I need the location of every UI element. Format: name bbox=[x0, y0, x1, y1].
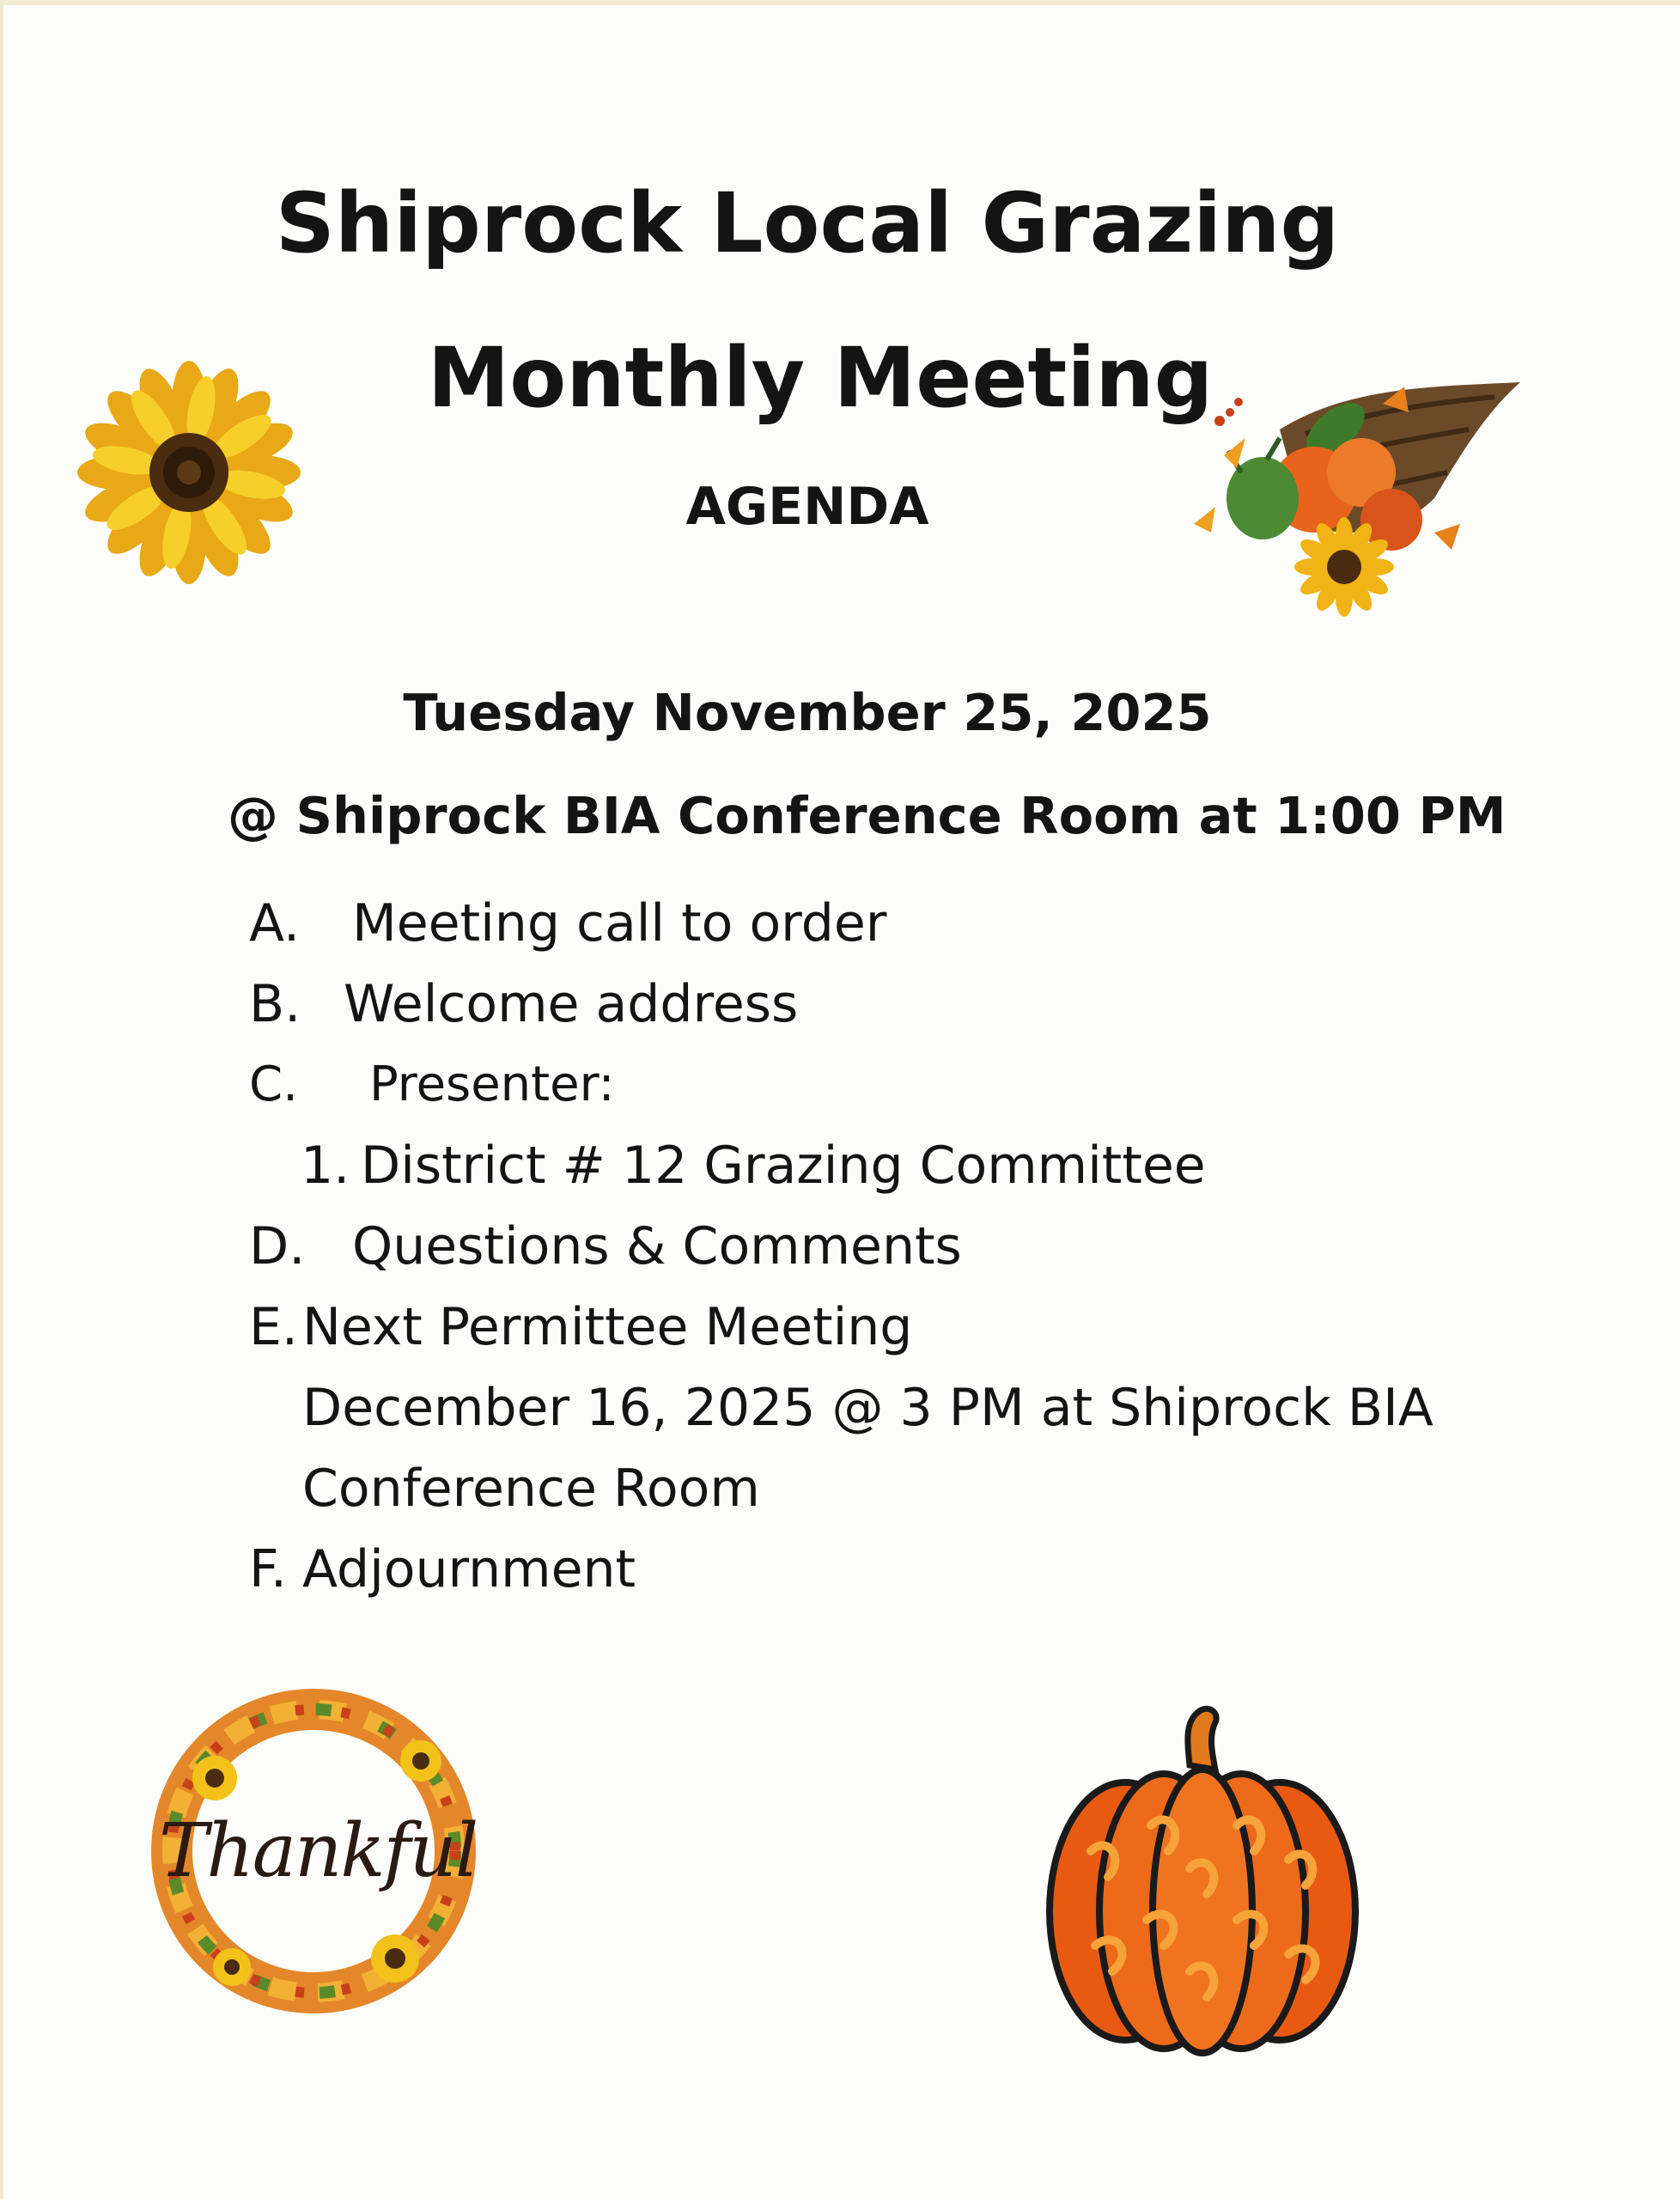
item-marker: C. bbox=[249, 1057, 298, 1112]
pumpkin-icon bbox=[1039, 1696, 1366, 2057]
paper-edge-left bbox=[0, 0, 3, 2199]
agenda-item-f bbox=[249, 1535, 1494, 1616]
sunflower-icon bbox=[77, 361, 301, 584]
agenda-heading: AGENDA bbox=[685, 477, 929, 537]
meeting-location: @ Shiprock BIA Conference Room at 1:00 PM bbox=[228, 786, 1507, 845]
item-marker: A. bbox=[249, 893, 301, 953]
title-line-1: Shiprock Local Grazing bbox=[275, 175, 1340, 271]
item-marker: E. bbox=[249, 1297, 298, 1357]
agenda-subitem-1 bbox=[249, 1131, 1494, 1212]
item-marker: F. bbox=[249, 1539, 287, 1599]
cornucopia-icon bbox=[1177, 352, 1537, 627]
agenda-item-e-detail-line-2 bbox=[249, 1454, 1494, 1535]
item-marker: D. bbox=[249, 1216, 306, 1276]
agenda-item-e bbox=[249, 1293, 1494, 1374]
agenda-item-d bbox=[249, 1212, 1494, 1293]
title-line-2: Monthly Meeting bbox=[427, 330, 1214, 426]
item-text: December 16, 2025 @ 3 PM at Shiprock BIA bbox=[302, 1378, 1433, 1438]
paper-edge-top bbox=[0, 0, 1680, 5]
agenda-item-b bbox=[249, 970, 1494, 1051]
meeting-date: Tuesday November 25, 2025 bbox=[403, 683, 1212, 742]
item-text: Adjournment bbox=[302, 1539, 636, 1599]
item-text: Presenter: bbox=[369, 1057, 615, 1112]
item-text: Meeting call to order bbox=[352, 893, 887, 953]
subitem-marker: 1. bbox=[301, 1136, 350, 1196]
agenda-item-e-detail-line-1 bbox=[249, 1374, 1494, 1454]
subitem-text: District # 12 Grazing Committee bbox=[361, 1136, 1206, 1196]
wreath-word: Thankful bbox=[159, 1808, 478, 1894]
item-marker: B. bbox=[249, 974, 301, 1034]
agenda-item-c bbox=[249, 1051, 1494, 1131]
item-text: Next Permittee Meeting bbox=[302, 1297, 913, 1357]
agenda-item-a bbox=[249, 889, 1494, 970]
item-text: Welcome address bbox=[344, 974, 799, 1034]
item-text: Conference Room bbox=[302, 1459, 760, 1519]
agenda-list bbox=[249, 889, 1494, 1616]
item-text: Questions & Comments bbox=[352, 1216, 962, 1276]
